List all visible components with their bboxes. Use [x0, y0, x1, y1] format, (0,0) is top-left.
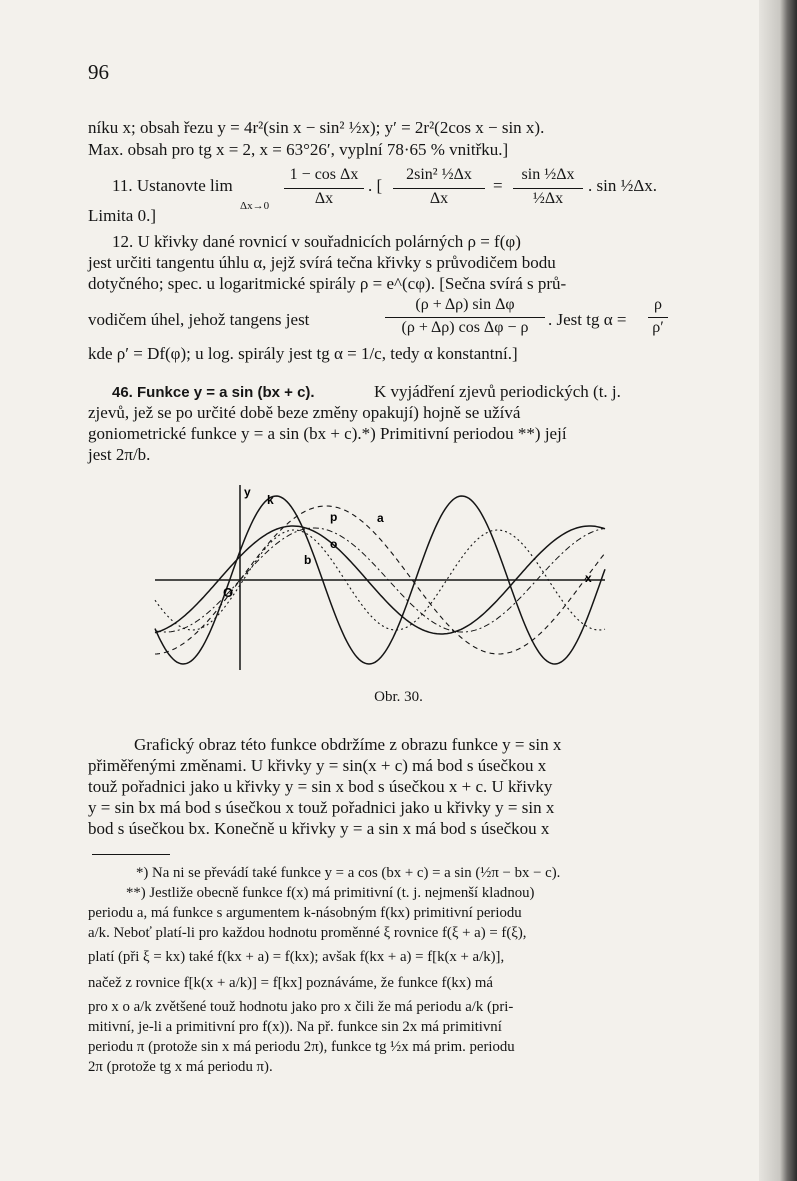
label-o: o: [330, 537, 338, 551]
text-line: goniometrické funkce y = a sin (bx + c).*) Primitivní periodou **) její: [88, 424, 567, 443]
text-line: . Jest tg α =: [548, 310, 627, 329]
text-line: kde ρ′ = Df(φ); u log. spirály jest tg α = 1/c, tedy α konstantní.]: [88, 344, 518, 363]
text-line: jest 2π/b.: [88, 445, 151, 464]
sine-curves-figure: [150, 480, 620, 680]
fraction-2-denominator: Δx: [429, 190, 449, 207]
fraction-bar: [648, 317, 668, 318]
exercise-11-label: 11. Ustanovte lim: [112, 176, 233, 195]
text-line: jest určiti tangentu úhlu α, jejž svírá tečna křivky s průvodičem bodu: [88, 253, 556, 272]
footnote-line: mitivní, je-li a primitivní pro f(x)). Na př. funkce sin 2x má primitivní: [88, 1019, 502, 1035]
rho-denominator: ρ′: [652, 319, 664, 336]
page-binding-edge: [759, 0, 797, 1181]
footnote-2: **) Jestliže obecně funkce f(x) má primitivní (t. j. nejmenší kladnou): [126, 885, 535, 901]
fraction-3-denominator: ½Δx: [532, 190, 564, 207]
text-line: zjevů, jež se po určité době beze změny opakují) hojně se užívá: [88, 403, 521, 422]
text-line: níku x; obsah řezu y = 4r²(sin x − sin² ½x); y′ = 2r²(2cos x − sin x).: [88, 118, 545, 137]
footnote-line: periodu π (protože sin x má periodu 2π), funkce tg ½x má prim. periodu: [88, 1039, 515, 1055]
label-p: p: [330, 510, 338, 524]
footnote-line: platí (při ξ = kx) také f(kx + a) = f(kx); avšak f(kx + a) = f[k(x + a/k)],: [88, 949, 505, 965]
footnote-line: a/k. Neboť platí-li pro každou hodnotu proměnné ξ rovnice f(ξ + a) = f(ξ),: [88, 925, 527, 941]
fraction-bar: [284, 188, 364, 189]
fraction-bar: [393, 188, 485, 189]
rho-numerator: ρ: [654, 296, 662, 313]
tangent-numerator: (ρ + Δρ) sin Δφ: [415, 296, 515, 313]
limit-subscript: Δx→0: [240, 200, 270, 212]
fraction-bar: [385, 317, 545, 318]
page-number: 96: [88, 60, 109, 84]
exercise-11: [88, 166, 696, 226]
figure-caption: Obr. 30.: [374, 689, 423, 705]
exercise-11-tail: . sin ½Δx.: [588, 176, 658, 195]
figure-30: [150, 480, 620, 680]
footnote-rule: [92, 854, 170, 855]
text-line: K vyjádření zjevů periodických (t. j.: [374, 382, 621, 401]
fraction-2-numerator: 2sin² ½Δx: [406, 166, 472, 183]
text-line: přiměřenými změnami. U křivky y = sin(x + c) má bod s úsečkou x: [88, 756, 547, 775]
text-line: Max. obsah pro tg x = 2, x = 63°26′, vyplní 78·65 % vnitřku.]: [88, 140, 509, 159]
label-a: a: [377, 511, 384, 525]
text-line: touž pořadnici jako u křivky y = sin x bod s úsečkou x + c. U křivky: [88, 777, 553, 796]
exercise-11-result: Limita 0.]: [88, 206, 156, 225]
fraction-1-denominator: Δx: [314, 190, 334, 207]
label-k: k: [267, 493, 274, 507]
fraction-3-numerator: sin ½Δx: [521, 166, 575, 183]
tangent-denominator: (ρ + Δρ) cos Δφ − ρ: [401, 319, 529, 336]
bracket-open: . [: [368, 176, 383, 195]
label-x: x: [585, 571, 592, 585]
text-line: dotyčného; spec. u logaritmické spirály ρ = e^(cφ). [Sečna svírá s prů-: [88, 274, 567, 293]
fraction-bar: [513, 188, 583, 189]
label-y: y: [244, 485, 251, 499]
text-line: bod s úsečkou bx. Konečně u křivky y = a sin x má bod s úsečkou x: [88, 819, 550, 838]
footnote-line: periodu a, má funkce s argumentem k-násobným f(kx) primitivní periodu: [88, 905, 522, 921]
label-b: b: [304, 553, 312, 567]
section-heading: 46. Funkce y = a sin (bx + c).: [112, 384, 315, 401]
fraction-1-numerator: 1 − cos Δx: [289, 166, 359, 183]
text-line: vodičem úhel, jehož tangens jest: [88, 310, 310, 329]
label-origin: O: [223, 585, 234, 600]
equals-sign: =: [493, 176, 503, 195]
text-line: y = sin bx má bod s úsečkou x touž pořadnici jako u křivky y = sin x: [88, 798, 555, 817]
footnote-line: 2π (protože tg x má periodu π).: [88, 1059, 273, 1075]
footnote-line: pro x o a/k zvětšené touž hodnotu jako pro x čili že má periodu a/k (pri-: [88, 999, 514, 1015]
footnote-1: *) Na ni se převádí také funkce y = a cos (bx + c) = a sin (½π − bx − c).: [136, 865, 561, 881]
footnote-line: načež z rovnice f[k(x + a/k)] = f[kx] poznáváme, že funkce f(kx) má: [88, 975, 493, 991]
text-line: 12. U křivky dané rovnicí v souřadnicích polárných ρ = f(φ): [112, 232, 521, 251]
text-line: Grafický obraz této funkce obdržíme z obrazu funkce y = sin x: [134, 735, 562, 754]
